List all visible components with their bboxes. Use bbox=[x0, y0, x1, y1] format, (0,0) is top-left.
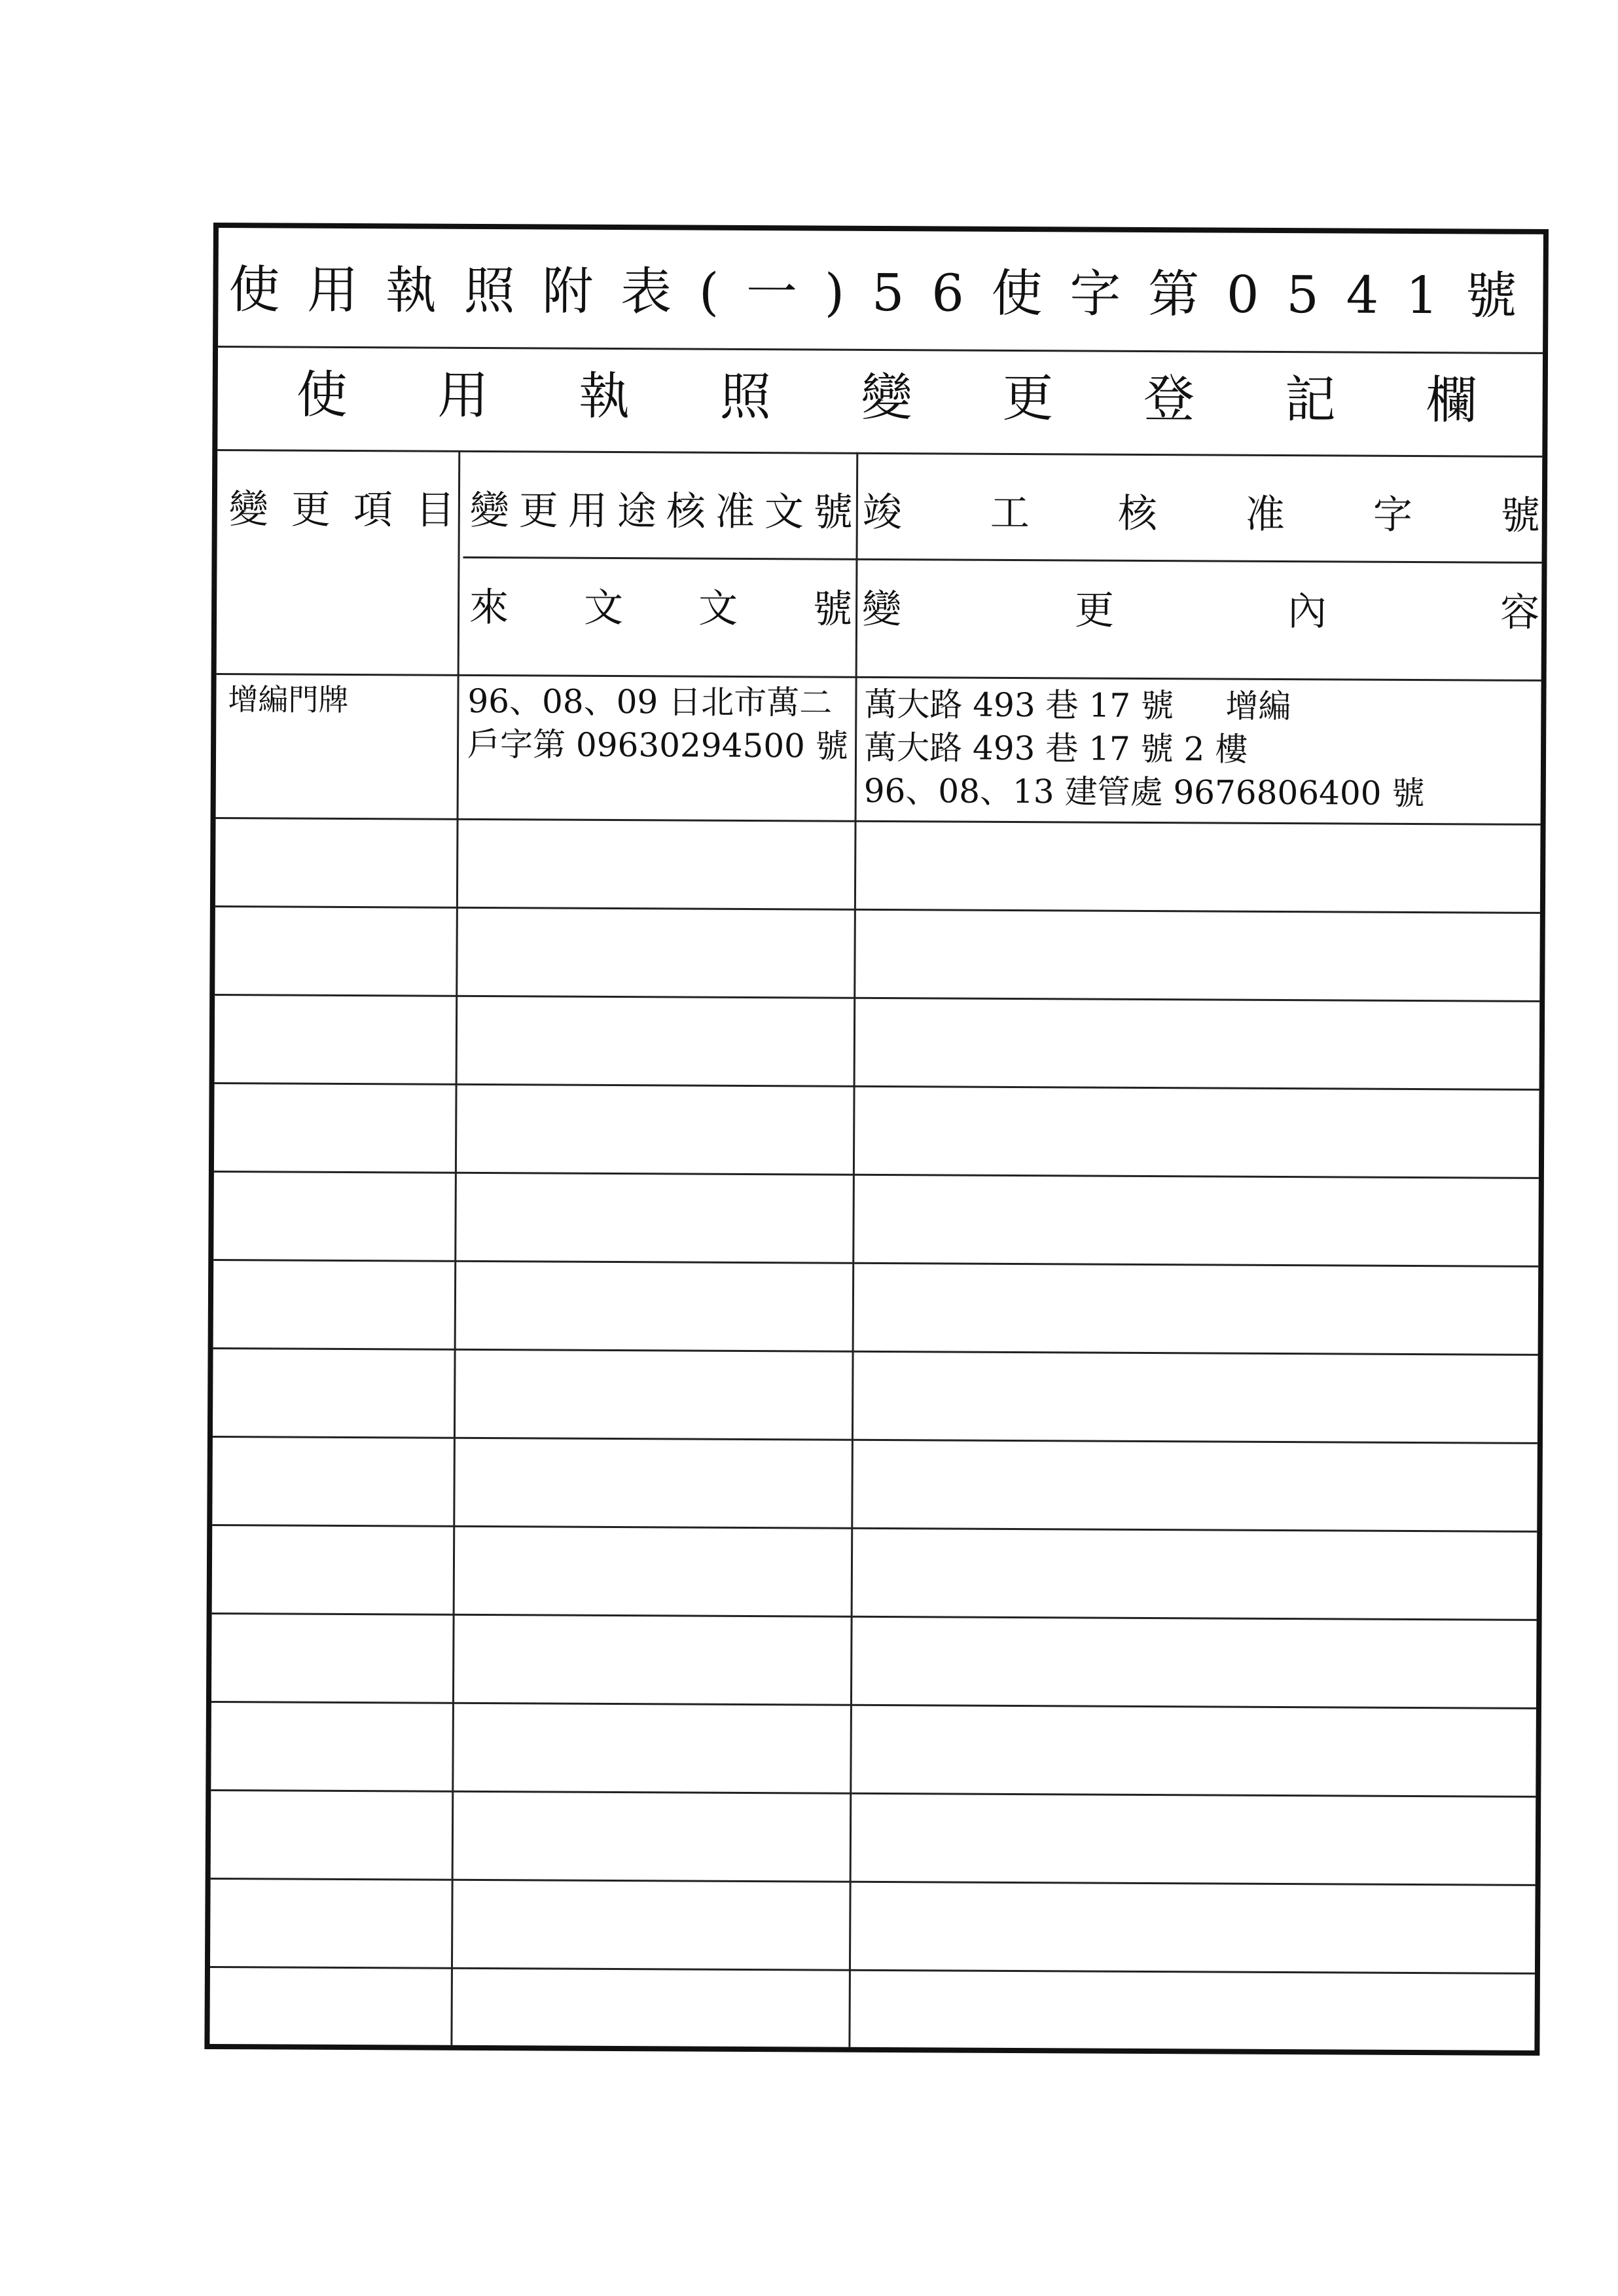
row-divider bbox=[211, 1878, 1536, 1886]
title-char: 表 bbox=[620, 263, 672, 322]
form-title bbox=[218, 241, 1543, 346]
title-char: 6 bbox=[931, 264, 965, 323]
subtitle-char: 使 bbox=[296, 365, 348, 426]
title-char: 使 bbox=[228, 261, 280, 320]
form-subtitle bbox=[217, 352, 1543, 444]
row-divider bbox=[215, 994, 1539, 1002]
subtitle-char: 欄 bbox=[1426, 371, 1477, 431]
row-divider bbox=[211, 1701, 1536, 1709]
row-divider bbox=[213, 1347, 1538, 1356]
title-char: 執 bbox=[385, 261, 437, 321]
header-incoming-doc-no: 來 文 文 號 bbox=[469, 584, 853, 632]
row-divider bbox=[212, 1613, 1537, 1621]
subtitle-char: 登 bbox=[1143, 369, 1195, 429]
entry-item: 增編門牌 bbox=[228, 682, 349, 718]
title-char: ( bbox=[698, 263, 719, 322]
license-appendix-form bbox=[204, 223, 1549, 2056]
title-char: 5 bbox=[1285, 266, 1320, 325]
row-divider bbox=[213, 1436, 1537, 1444]
header-change-use-approval-no: 變 更 用 途 核 准 文 號 bbox=[469, 487, 854, 536]
row-divider bbox=[213, 1259, 1538, 1267]
header-change-content: 變 更 內 容 bbox=[861, 586, 1540, 636]
header-completion-approval-no: 竣 工 核 准 字 號 bbox=[862, 489, 1541, 539]
title-char: 用 bbox=[307, 261, 359, 321]
subtitle-char: 照 bbox=[719, 367, 772, 428]
entry-content-line3: 96、08、13 建管處 9676806400 號 bbox=[863, 771, 1425, 813]
title-char: 照 bbox=[463, 261, 515, 321]
subtitle-char: 記 bbox=[1284, 371, 1337, 430]
row-divider bbox=[210, 1966, 1535, 1975]
title-char: 一 bbox=[746, 263, 798, 323]
title-char: 5 bbox=[871, 263, 905, 323]
entry-content-line2: 萬大路 493 巷 17 號 2 樓 bbox=[863, 728, 1248, 769]
row-divider bbox=[211, 1789, 1536, 1798]
title-char: 附 bbox=[542, 262, 594, 321]
column-divider-2 bbox=[848, 452, 858, 2047]
title-char: 第 bbox=[1147, 264, 1200, 325]
title-char: 號 bbox=[1465, 266, 1517, 326]
header-sub-divider bbox=[463, 556, 1541, 564]
subtitle-divider bbox=[217, 449, 1542, 458]
entry-doc-line2: 戶字第 09630294500 號 bbox=[467, 725, 848, 765]
subtitle-char: 更 bbox=[1002, 369, 1054, 429]
title-char: 使 bbox=[991, 264, 1043, 324]
subtitle-char: 用 bbox=[437, 366, 489, 426]
row-divider bbox=[215, 905, 1540, 914]
row-divider bbox=[212, 1524, 1537, 1533]
row-divider bbox=[214, 1171, 1539, 1179]
column-divider-1 bbox=[450, 450, 460, 2045]
header-change-item: 變 更 項 目 bbox=[228, 486, 456, 534]
subtitle-char: 變 bbox=[861, 368, 912, 428]
title-char: 0 bbox=[1226, 265, 1259, 325]
title-char: 字 bbox=[1070, 264, 1121, 324]
row-divider bbox=[216, 817, 1541, 826]
title-char: ) bbox=[824, 263, 845, 323]
entry-doc-line1: 96、08、09 日北市萬二 bbox=[467, 682, 833, 722]
header-bottom-divider bbox=[217, 673, 1541, 682]
subtitle-char: 執 bbox=[578, 367, 630, 427]
row-divider bbox=[215, 1082, 1539, 1091]
title-char: 4 bbox=[1346, 266, 1379, 325]
entry-content-line1: 萬大路 493 巷 17 號 增編 bbox=[864, 685, 1291, 726]
title-char: 1 bbox=[1405, 266, 1439, 326]
